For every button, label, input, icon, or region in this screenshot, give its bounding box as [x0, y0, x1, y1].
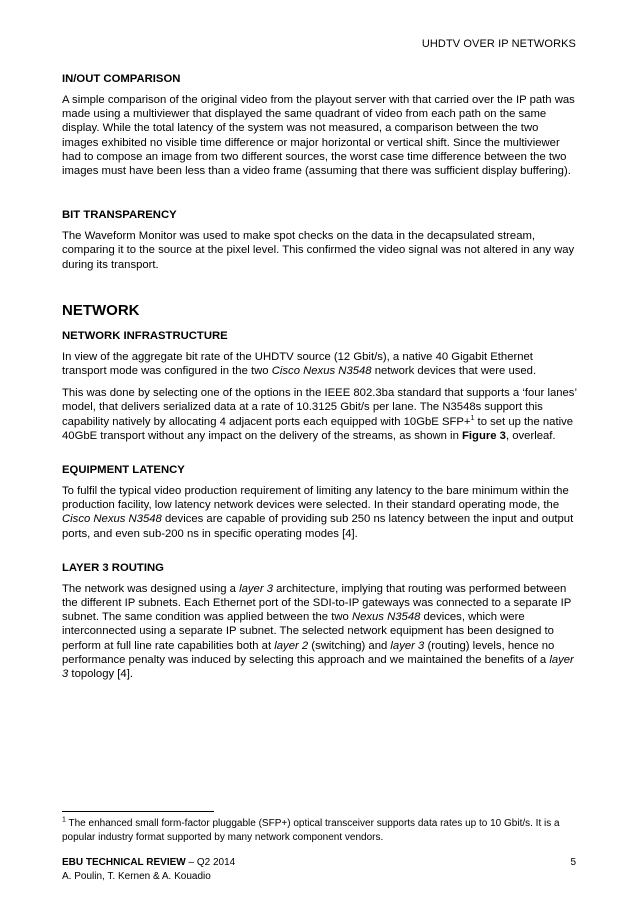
heading-equipment-latency: EQUIPMENT LATENCY [62, 464, 185, 477]
paragraph-inout-comparison: A simple comparison of the original video from the playout server with that carried over the IP path was made using a multiviewer that displayed the same quadrant of video from each path on the same display. While the total latency of the system was not measured, a comparison between the two images exhibited no visible time difference or major horizontal or vertical shift. Since the multiviewer had to compose an image from two different sources, the worst case time difference between the two images must have been less than a video frame (assuming that there was sufficient display buffering). [62, 94, 575, 178]
footnote-text: The enhanced small form-factor pluggable (SFP+) optical transceiver supports data rates up to 10 Gbit/s. It is a popular industry format supported by many network component vendors. [62, 818, 560, 843]
footnote-divider [62, 811, 214, 812]
paragraph-layer3-routing: The network was designed using a layer 3 architecture, implying that routing was performed between the different IP subnets. Each Ethernet port of the SDI-to-IP gateways was connected to a separate IP subnet. The same condition was applied between the two Nexus N3548 devices, which were interconnected using a separate IP subnet. The selected network equipment has been designed to perform at full line rate capabilities both at layer 2 (switching) and layer 3 (routing) levels, hence no performance penalty was induced by selecting this approach and we maintained the benefits of a layer 3 topology [4]. [62, 582, 574, 681]
publication-issue: – Q2 2014 [185, 857, 236, 868]
paragraph-network-infrastructure-1: In view of the aggregate bit rate of the UHDTV source (12 Gbit/s), a native 40 Gigabit Ethernet transport mode was configured in the two Cisco Nexus N3548 network devices that were used. [62, 350, 537, 378]
product-name: Cisco Nexus N3548 [271, 365, 372, 378]
paragraph-equipment-latency: To fulfil the typical video production requirement of limiting any latency to the bare minimum within the production facility, low latency network devices were selected. In their standard operating mode, the Cisco Nexus N3548 devices are capable of providing sub 250 ns latency between the input and output ports, and even sub-200 ns in specific operating modes [4]. [62, 485, 574, 540]
heading-network-infrastructure: NETWORK INFRASTRUCTURE [62, 329, 228, 342]
main-content [62, 72, 577, 689]
authors: A. Poulin, T. Kernen & A. Kouadio [62, 871, 211, 882]
heading-inout-comparison: IN/OUT COMPARISON [62, 73, 181, 85]
paragraph-bit-transparency: The Waveform Monitor was used to make spot checks on the data in the decapsulated stream, comparing it to the source at the pixel level. This confirmed the video signal was not altered in any way during its transport. [62, 230, 575, 271]
footnote-marker: 1 [62, 816, 66, 824]
page-number: 5 [570, 857, 576, 868]
product-name: Cisco Nexus N3548 [62, 513, 162, 526]
heading-bit-transparency: BIT TRANSPARENCY [62, 209, 177, 222]
heading-layer3-routing: LAYER 3 ROUTING [62, 561, 164, 574]
running-header: UHDTV OVER IP NETWORKS [421, 38, 576, 50]
figure-reference: Figure 3 [462, 429, 506, 442]
paragraph-network-infrastructure-2: This was done by selecting one of the options in the IEEE 802.3ba standard that supports a ‘four lanes’ model, that delivers serialized data at a rate of 10.3125 Gbit/s per lane. The N3548s support this capability natively by allocating 4 adjacent ports each equipped with 10GbE SFP+$^1$ to set up the native 40GbE transport without any impact on the delivery of the streams, as shown in Figure 3, overleaf. [62, 387, 577, 442]
publication-name: EBU TECHNICAL REVIEW [62, 857, 186, 868]
heading-network: NETWORK [62, 301, 140, 319]
page-footer [62, 856, 235, 884]
footnote-reference: 1 [470, 414, 475, 422]
footnote [62, 817, 577, 844]
